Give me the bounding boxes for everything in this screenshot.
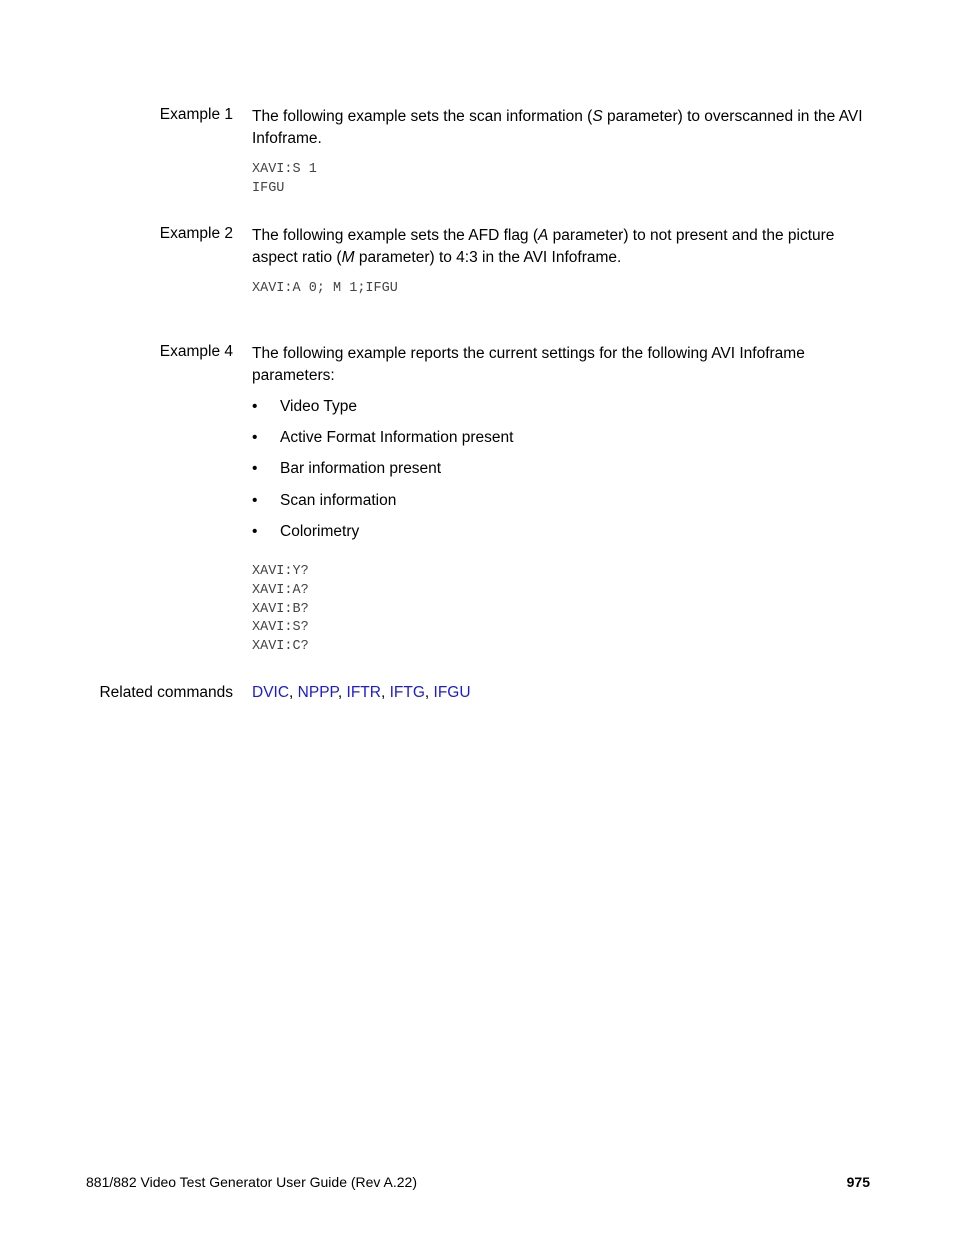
example-2-code [252,280,398,299]
code-line: XAVI:S 1 [252,162,317,177]
link-iftr[interactable]: IFTR [346,684,381,701]
code-line: XAVI:B? [252,601,309,617]
related-commands-links [252,684,471,702]
example-4-description: The following example reports the current settings for the following AVI Infoframe parameters: [252,345,805,384]
example-1-label: Example 1 [159,106,233,123]
bullet-icon: • [252,523,258,540]
bullet-icon: • [252,492,258,509]
example-2-label: Example 2 [159,225,233,242]
code-line: XAVI:Y? [252,564,309,579]
bullet-icon: • [252,398,258,415]
code-line: XAVI:A? [252,582,309,598]
link-dvic[interactable]: DVIC [252,684,290,701]
example-1-description: The following example sets the scan information (S parameter) to overscanned in the AVI Infoframe. [252,108,863,147]
example-1-code [252,161,317,199]
code-line: XAVI:C? [252,639,309,655]
separator: , [337,684,347,701]
separator: , [289,684,298,701]
separator: , [424,684,434,701]
example-4-code [252,563,309,657]
bullet-icon: • [252,460,258,477]
example-4-label: Example 4 [159,343,233,360]
code-line: IFGU [252,180,285,196]
code-line: XAVI:A 0; M 1;IFGU [252,281,398,296]
related-commands-label: Related commands [99,684,233,701]
link-iftg[interactable]: IFTG [389,684,425,701]
example-2-description: The following example sets the AFD flag (A parameter) to not present and the picture aspect ratio (M parameter) to 4:3 in the AVI Infoframe. [252,227,835,266]
link-ifgu[interactable]: IFGU [433,684,471,701]
code-line: XAVI:S? [252,620,309,636]
page-number: 975 [846,1174,870,1190]
bullet-icon: • [252,429,258,446]
separator: , [380,684,390,701]
footer-title: 881/882 Video Test Generator User Guide (Rev A.22) [86,1174,418,1190]
link-nppp[interactable]: NPPP [297,684,338,701]
